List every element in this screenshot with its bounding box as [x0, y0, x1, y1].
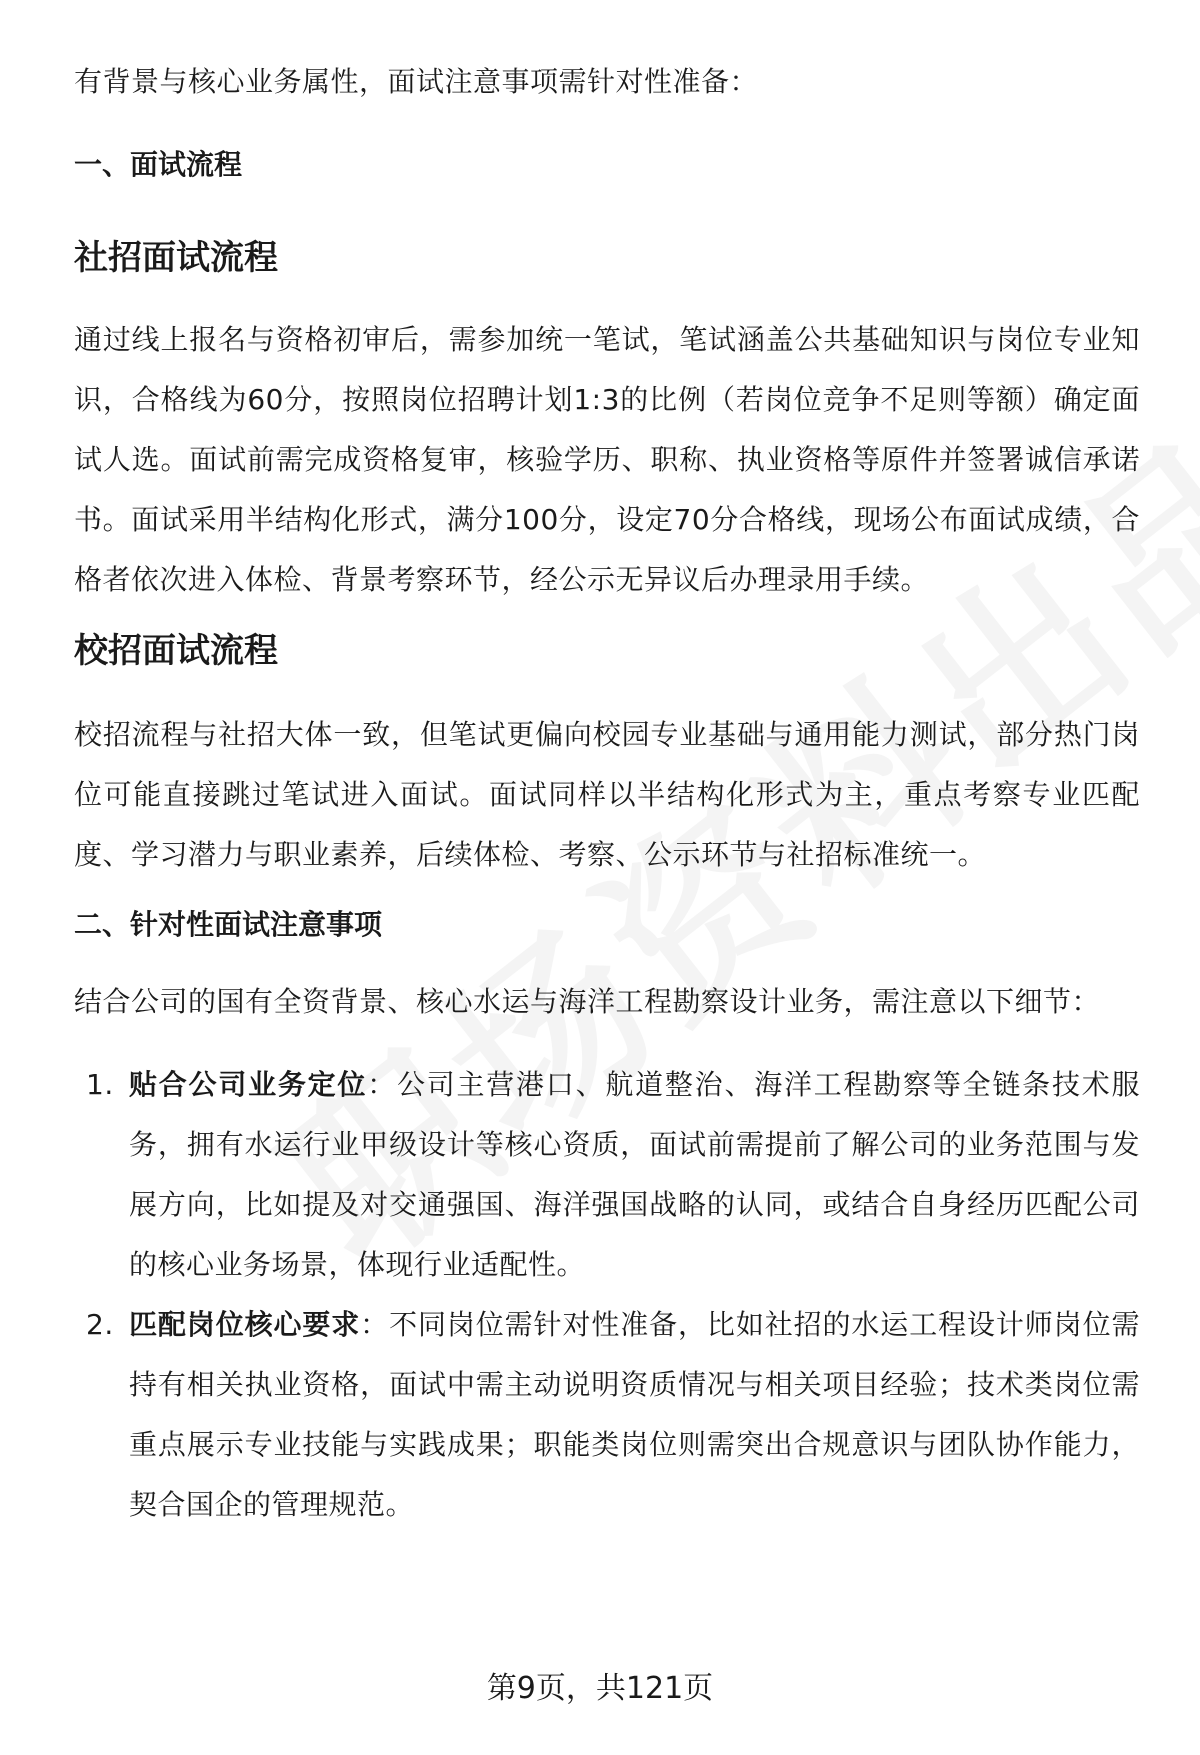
section-heading-interview-notes: 二、针对性面试注意事项 — [74, 908, 383, 941]
list-item-text: ：公司主营港口、航道整治、海洋工程勘察等全链条技术服务，拥有水运行业甲级设计等核心资质，面试前需提前了解公司的业务范围与发展方向，比如提及对交通强国、海洋强国战略的认同，或结合自身经历匹配公司的核心业务场景，体现行业适配性。 — [129, 1068, 1140, 1281]
list-item — [74, 1295, 1140, 1535]
list-item-number: 2. — [86, 1308, 114, 1341]
page-number-footer: 第9页，共121页 — [486, 1671, 714, 1706]
subheading-campus-recruitment: 校招面试流程 — [74, 631, 278, 671]
notes-list — [74, 1055, 1140, 1535]
list-item-title: 匹配岗位核心要求 — [129, 1308, 361, 1341]
campus-recruitment-paragraph: 校招流程与社招大体一致，但笔试更偏向校园专业基础与通用能力测试，部分热门岗位可能直接跳过笔试进入面试。面试同样以半结构化形式为主，重点考察专业匹配度、学习潜力与职业素养，后续体检、考察、公示环节与社招标准统一。 — [74, 718, 1140, 871]
intro-paragraph: 有背景与核心业务属性，面试注意事项需针对性准备： — [74, 65, 759, 98]
notes-intro-paragraph: 结合公司的国有全资背景、核心水运与海洋工程勘察设计业务，需注意以下细节： — [74, 985, 1101, 1018]
section-heading-interview-process: 一、面试流程 — [74, 148, 243, 181]
list-item-title: 贴合公司业务定位 — [129, 1068, 368, 1101]
list-item-number: 1. — [86, 1068, 114, 1101]
list-item — [74, 1055, 1140, 1295]
list-item-text: ：不同岗位需针对性准备，比如社招的水运工程设计师岗位需持有相关执业资格，面试中需主动说明资质情况与相关项目经验；技术类岗位需重点展示专业技能与实践成果；职能类岗位则需突出合规意识与团队协作能力，契合国企的管理规范。 — [129, 1308, 1140, 1521]
subheading-social-recruitment: 社招面试流程 — [74, 238, 278, 278]
social-recruitment-paragraph: 通过线上报名与资格初审后，需参加统一笔试，笔试涵盖公共基础知识与岗位专业知识，合格线为60分，按照岗位招聘计划1:3的比例（若岗位竞争不足则等额）确定面试人选。面试前需完成资格复审，核验学历、职称、执业资格等原件并签署诚信承诺书。面试采用半结构化形式，满分100分，设定70分合格线，现场公布面试成绩，合格者依次进入体检、背景考察环节，经公示无异议后办理录用手续。 — [74, 323, 1140, 596]
